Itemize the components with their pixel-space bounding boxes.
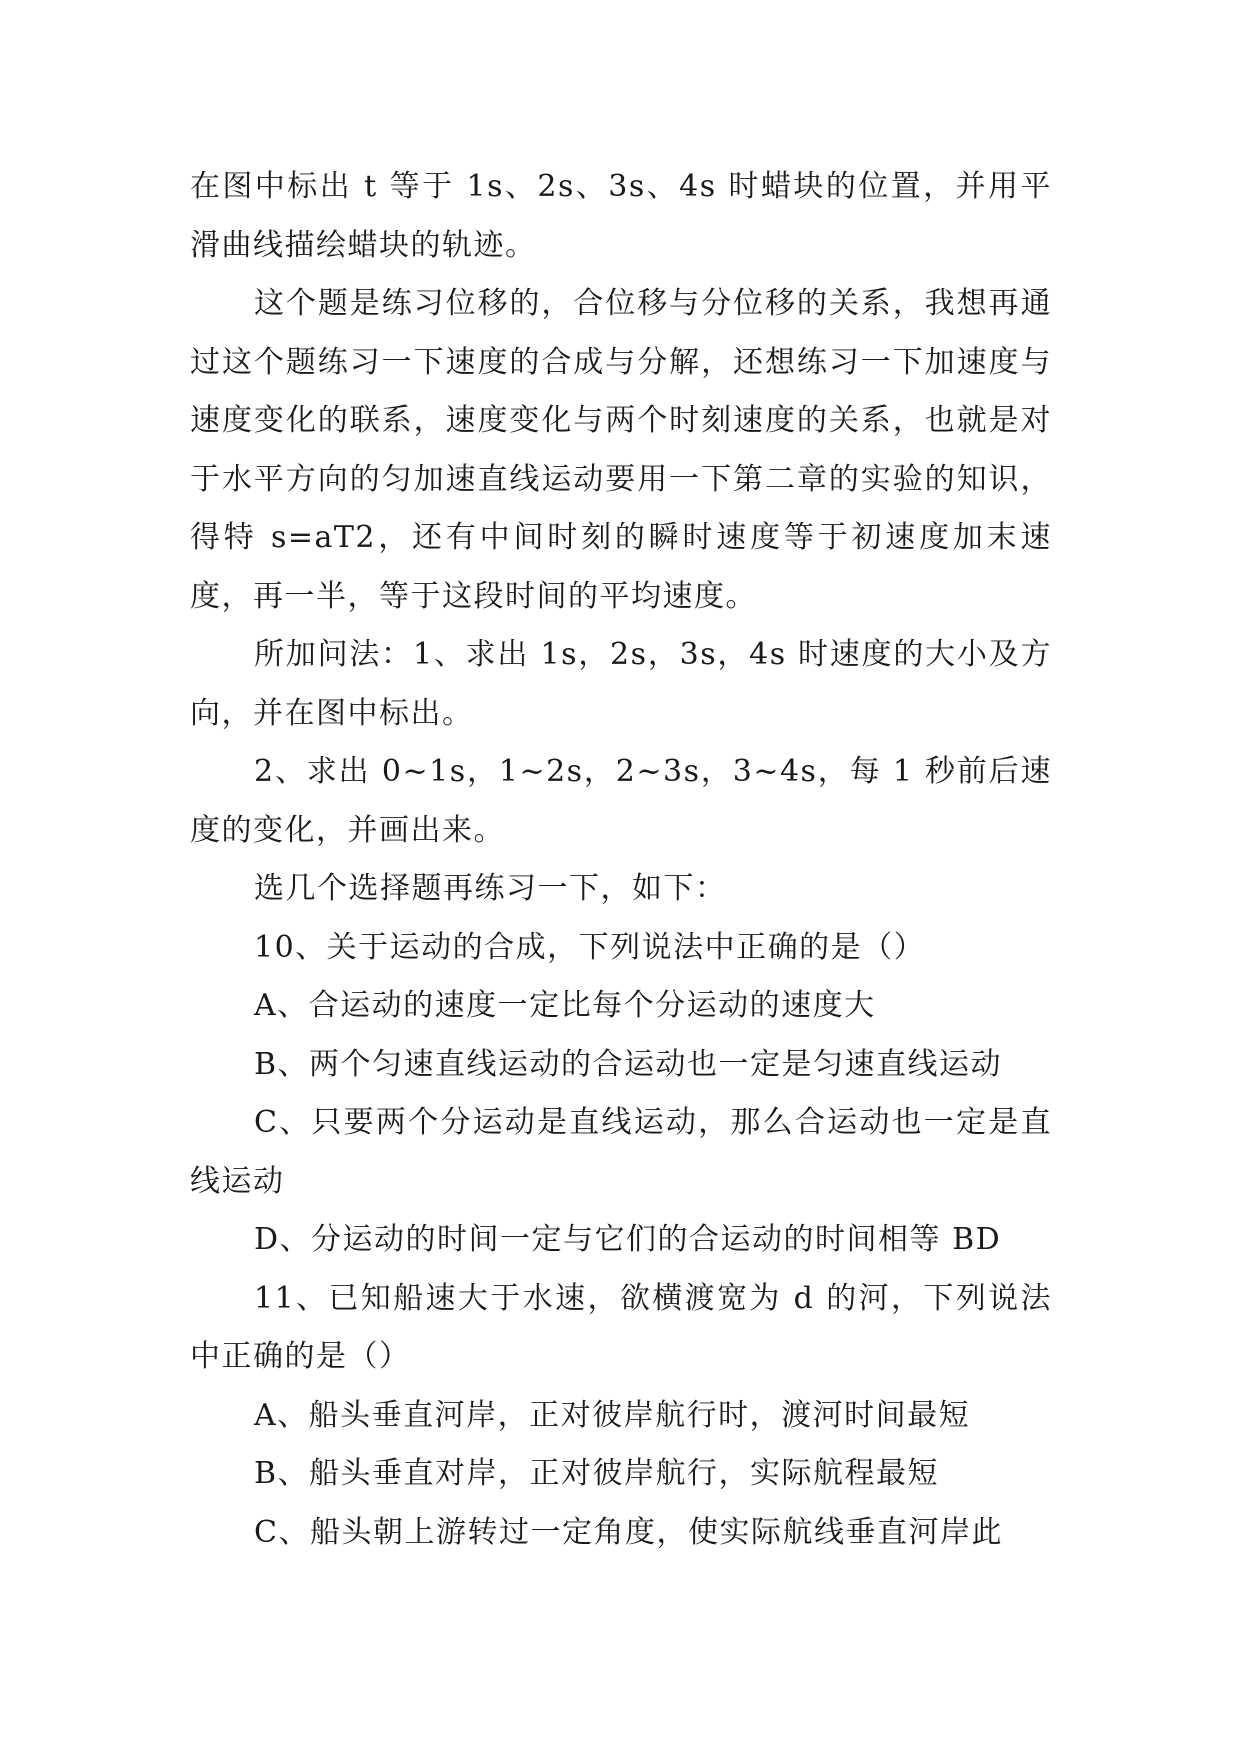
document-body [190, 158, 1052, 1562]
question-10-option-d: D、分运动的时间一定与它们的合运动的时间相等 BD [254, 1222, 1002, 1257]
paragraph-added-question-1: 所加问法：1、求出 1s，2s，3s，4s 时速度的大小及方向，并在图中标出。 [190, 637, 1052, 731]
question-10-option-a: A、合运动的速度一定比每个分运动的速度大 [254, 988, 876, 1023]
paragraph-trajectory-instruction: 在图中标出 t 等于 1s、2s、3s、4s 时蜡块的位置，并用平滑曲线描绘蜡块的轨迹。 [190, 169, 1052, 263]
question-11-option-a: A、船头垂直河岸，正对彼岸航行时，渡河时间最短 [254, 1397, 971, 1433]
question-11-option-b: B、船头垂直对岸，正对彼岸航行，实际航程最短 [254, 1456, 940, 1491]
paragraph-choice-intro: 选几个选择题再练习一下，如下： [254, 871, 727, 906]
question-10-option-c: C、只要两个分运动是直线运动，那么合运动也一定是直线运动 [190, 1105, 1052, 1199]
question-10-stem: 10、关于运动的合成，下列说法中正确的是（） [254, 929, 926, 965]
paragraph-exercise-explanation: 这个题是练习位移的，合位移与分位移的关系，我想再通过这个题练习一下速度的合成与分解，还想练习一下加速度与速度变化的联系，速度变化与两个时刻速度的关系，也就是对于水平方向的匀加速直线运动要用一下第二章的实验的知识，得特 s=aT2，还有中间时刻的瞬时速度等于初速度加末速度，再一半，等于这段时间的平均速度。 [190, 286, 1052, 614]
question-10-option-b: B、两个匀速直线运动的合运动也一定是匀速直线运动 [254, 1046, 1003, 1082]
question-11-stem: 11、已知船速大于水速，欲横渡宽为 d 的河，下列说法中正确的是（） [190, 1280, 1052, 1374]
paragraph-added-question-2: 2、求出 0~1s，1~2s，2~3s，3~4s，每 1 秒前后速度的变化，并画出来。 [190, 754, 1052, 848]
question-11-option-c: C、船头朝上游转过一定角度，使实际航线垂直河岸此 [254, 1514, 1003, 1550]
